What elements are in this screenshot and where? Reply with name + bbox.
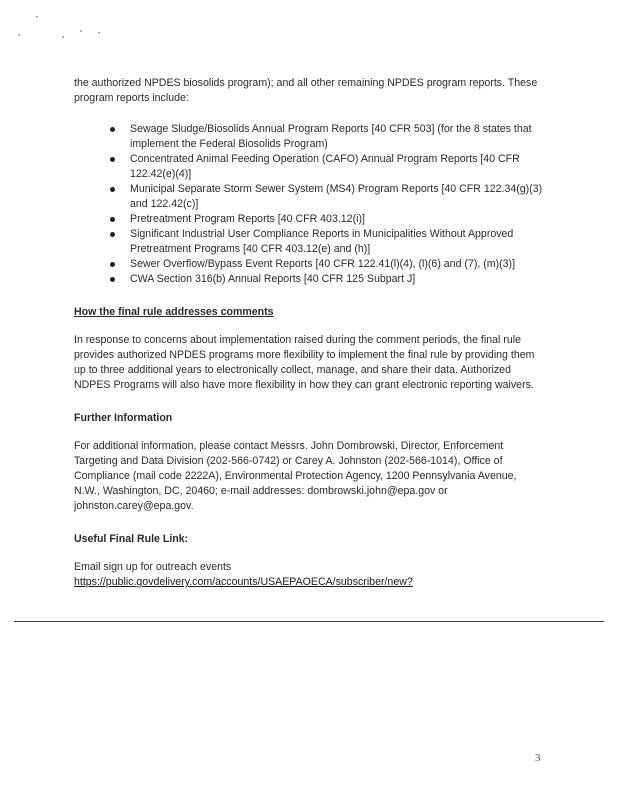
comments-paragraph: In response to concerns about implementation raised during the comment periods, the final rule provides authorized NPDES programs more flexibility to implement the final rule by providing them up to three additional years to electronically collect, manage, and share their data. Authorized NDPES Programs will also have more flexibility in how they can grant electronic reporting waivers. <box>74 334 535 391</box>
program-reports-list <box>74 122 544 287</box>
bullet-icon <box>110 187 115 192</box>
further-info-paragraph: For additional information, please contact Messrs. John Dombrowski, Director, Enforcement Targeting and Data Division (202-566-0742) or Carey A. Johnston (202-566-1014), Office of Compliance (mail code 2222A), Environmental Protection Agency, 1200 Pennsylvania Avenue, N.W., Washington, DC, 20460; e-mail addresses: dombrowski.john@epa.gov or johnston.carey@epa.gov. <box>74 440 517 512</box>
list-item: Sewer Overflow/Bypass Event Reports [40 CFR 122.41(l)(4), (l)(6) and (7), (m)(3)] <box>110 257 544 272</box>
useful-link-heading: Useful Final Rule Link: <box>74 533 189 545</box>
bullet-icon <box>110 262 115 267</box>
page-number: 3 <box>535 752 541 764</box>
intro-paragraph: the authorized NPDES biosolids program); and all other remaining NPDES program reports. These program reports include: <box>74 77 538 104</box>
list-item: Pretreatment Program Reports [40 CFR 403.12(i)] <box>110 212 544 227</box>
list-item: Significant Industrial User Compliance Reports in Municipalities Without Approved Pretreatment Programs [40 CFR 403.12(e) and (h)] <box>110 227 544 257</box>
subscribe-link[interactable]: https://public.govdelivery.com/accounts/USAEPAOECA/subscriber/new? <box>74 576 413 588</box>
bullet-icon <box>110 232 115 237</box>
list-item: CWA Section 316(b) Annual Reports [40 CFR 125 Subpart J] <box>110 272 544 287</box>
further-info-heading: Further Information <box>74 412 173 424</box>
list-item: Municipal Separate Storm Sewer System (MS4) Program Reports [40 CFR 122.34(g)(3) and 122.42(c)] <box>110 182 544 212</box>
list-item: Concentrated Animal Feeding Operation (CAFO) Annual Program Reports [40 CFR 122.42(e)(4)] <box>110 152 544 182</box>
useful-link-label: Email sign up for outreach events <box>74 561 232 573</box>
bullet-icon <box>110 277 115 282</box>
footer-divider <box>14 621 604 622</box>
list-item: Sewage Sludge/Biosolids Annual Program Reports [40 CFR 503] (for the 8 states that implement the Federal Biosolids Program) <box>110 122 544 152</box>
bullet-icon <box>110 217 115 222</box>
comments-heading: How the final rule addresses comments <box>74 306 274 318</box>
bullet-icon <box>110 127 115 132</box>
scan-artifact <box>12 12 122 52</box>
bullet-icon <box>110 157 115 162</box>
document-body <box>74 76 544 590</box>
